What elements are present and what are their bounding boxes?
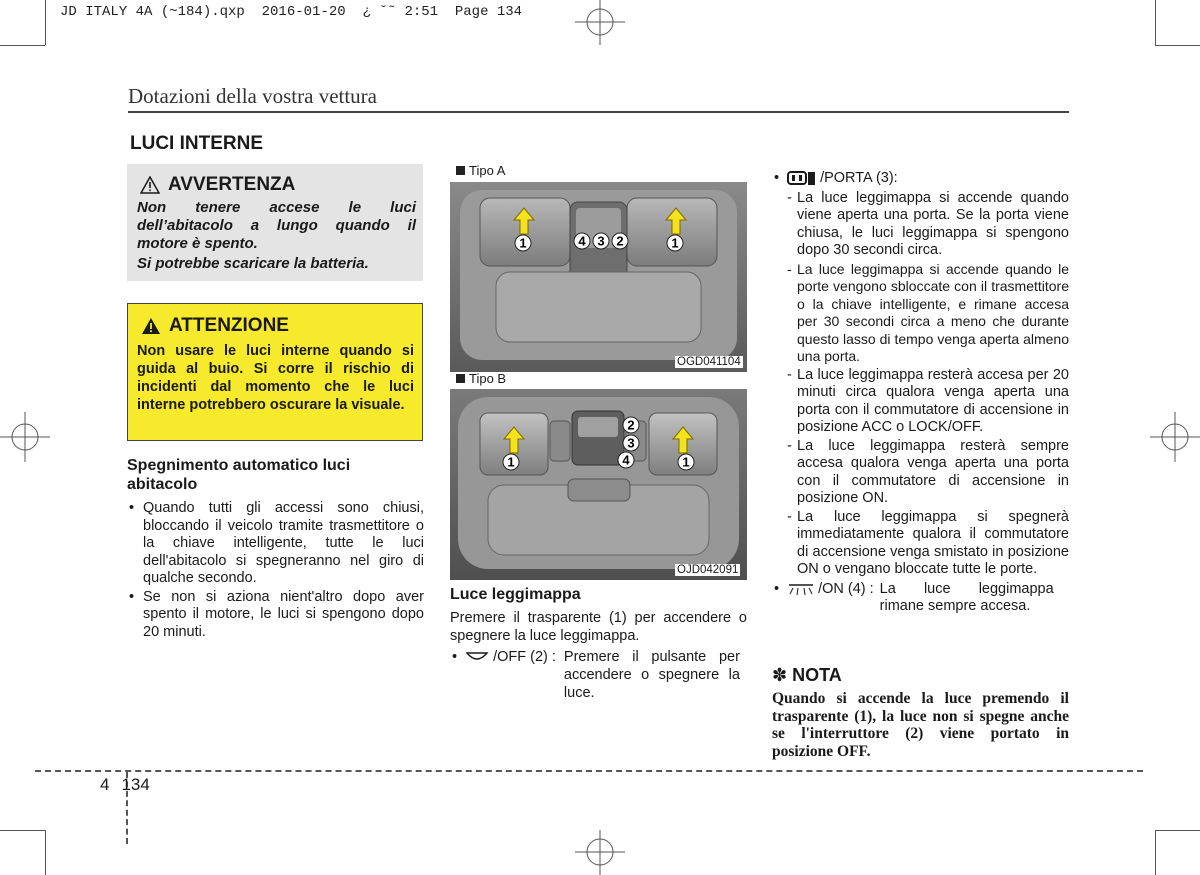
warning-title-text: AVVERTENZA (168, 174, 296, 195)
crop-mark (0, 45, 45, 46)
crop-mark (45, 0, 46, 45)
image-a-label-text: Tipo A (469, 163, 506, 178)
section-title: Dotazioni della vostra vettura (128, 84, 377, 108)
callout-badge (502, 453, 520, 476)
page-number-value: 134 (121, 775, 150, 794)
warning-triangle-icon (140, 176, 160, 194)
badge-text: 1 (519, 235, 527, 251)
crop-mark (1155, 0, 1156, 45)
on-label: /ON (4) : (818, 580, 874, 597)
crop-mark (1155, 830, 1200, 831)
on-mode-row (772, 581, 1069, 616)
square-bullet-icon (456, 166, 465, 175)
callout-badge (666, 234, 684, 257)
off-switch-row (450, 648, 747, 702)
badge-text: 2 (616, 233, 624, 249)
registration-mark (575, 0, 625, 45)
badge-text: 3 (597, 233, 605, 249)
warning-line: Non tenere accese le luci dell’abitacolo a lungo quando il motore è spento. (137, 199, 416, 252)
bullet: • (774, 170, 780, 186)
callout-badge (617, 451, 635, 474)
caution-title-text: ATTENZIONE (169, 315, 289, 336)
map-light-heading: Luce leggimappa (450, 586, 581, 603)
crop-mark (1155, 830, 1156, 875)
warning-line: Si potrebbe scaricare la batteria. (137, 255, 369, 272)
list-item: - La luce leggimappa si accende quando viene aperta una porta. Se la porta viene chiusa, le luci leggimappa si spengono dopo 30 secondi circa. (772, 190, 1069, 260)
overhead-console-a-illustration (450, 182, 747, 372)
badge-text: 4 (578, 233, 586, 249)
image-a-label (456, 163, 505, 178)
door-mode-label: /PORTA (3): (820, 170, 898, 186)
crop-mark (1155, 45, 1200, 46)
square-bullet-icon (456, 374, 465, 383)
bullet: • (452, 649, 458, 665)
callout-badge (573, 232, 591, 255)
registration-mark (1150, 412, 1200, 462)
image-a-code: OGD041104 (677, 356, 741, 368)
page-number (100, 775, 150, 795)
chapter-number: 4 (100, 775, 110, 794)
off-label: /OFF (2) : (493, 649, 556, 665)
image-tipo-b (450, 389, 747, 580)
caution-title (141, 315, 289, 337)
page-title: LUCI INTERNE (130, 133, 263, 154)
crop-mark (0, 830, 45, 831)
list-item: • Quando tutti gli accessi sono chiusi, bloccando il veicolo tramite trasmettitore o la chiave intelligente, tutte le luci dell'abitacolo si spegneranno nel giro di qualche secondo. (127, 500, 424, 588)
note-text: Quando si accende la luce premendo il trasparente (1), la luce non si spegne anche se l'interruttore (2) viene portato in posizione OFF. (772, 690, 1069, 760)
image-b-label (456, 371, 506, 386)
auto-off-list (127, 500, 424, 642)
overhead-console-b-illustration (450, 389, 747, 580)
on-text: La luce leggimappa rimane sempre accesa. (879, 580, 1054, 614)
print-slug: JD ITALY 4A (~184).qxp 2016-01-20 ¿ ˘˜ 2:51 Page 134 (60, 4, 523, 20)
door-mode-section (772, 170, 1069, 616)
off-text: Premere il pulsante per accendere o spegnere la luce. (563, 649, 740, 701)
dome-light-on-icon (787, 582, 815, 598)
bullet: • (774, 580, 780, 597)
footer-rule (35, 770, 1143, 772)
list-item: - La luce leggimappa resterà accesa per 20 minuti circa qualora venga aperta una porta con il commutatore di accensione in posizione ACC o LOCK/OFF. (772, 367, 1069, 437)
callout-badge (677, 453, 695, 476)
warning-text (137, 199, 416, 275)
badge-text: 2 (627, 417, 635, 433)
door-light-icon (787, 171, 817, 187)
image-tipo-a (450, 182, 747, 372)
crop-mark (45, 830, 46, 875)
list-item: - La luce leggimappa si spegnerà immediatamente qualora il commutatore di accensione venga smistato in posizione ON o vengano bloccate tutte le porte. (772, 509, 1069, 579)
badge-text: 1 (671, 235, 679, 251)
badge-text: 1 (682, 454, 690, 470)
dome-light-off-icon (465, 650, 489, 664)
registration-mark (575, 830, 625, 875)
callout-badge (611, 232, 629, 255)
callout-badge (514, 234, 532, 257)
badge-text: 4 (622, 452, 630, 468)
badge-text: 3 (627, 435, 635, 451)
warning-title (140, 174, 295, 196)
header-rule (128, 111, 1069, 113)
map-light-text: Premere il trasparente (1) per accendere o spegnere la luce leggimappa. (450, 610, 747, 644)
list-item: • Se non si aziona nient'altro dopo aver spento il motore, le luci si spengono dopo 20 minuti. (127, 589, 424, 642)
note-title: ✽ NOTA (772, 665, 842, 685)
image-b-code: OJD042091 (677, 564, 739, 576)
image-b-label-text: Tipo B (469, 371, 507, 386)
caution-triangle-icon (141, 317, 161, 335)
badge-text: 1 (507, 454, 515, 470)
list-item: - La luce leggimappa si accende quando le porte vengono sbloccate con il trasmettitore o la chiave intelligente, e rimane accesa per 30 secondi circa a meno che durante questo lasso di tempo venga aperta almeno una porta. (772, 261, 1069, 366)
list-item: - La luce leggimappa resterà sempre accesa qualora venga aperta una porta con il commutatore di accensione in posizione ON. (772, 438, 1069, 508)
caution-text: Non usare le luci interne quando si guida al buio. Si corre il rischio di incidenti dal momento che le luci interne potrebbero oscurare la visuale. (137, 343, 414, 413)
registration-mark (0, 412, 50, 462)
auto-off-heading: Spegnimento automatico luci abitacolo (127, 457, 351, 493)
callout-badge (592, 232, 610, 255)
